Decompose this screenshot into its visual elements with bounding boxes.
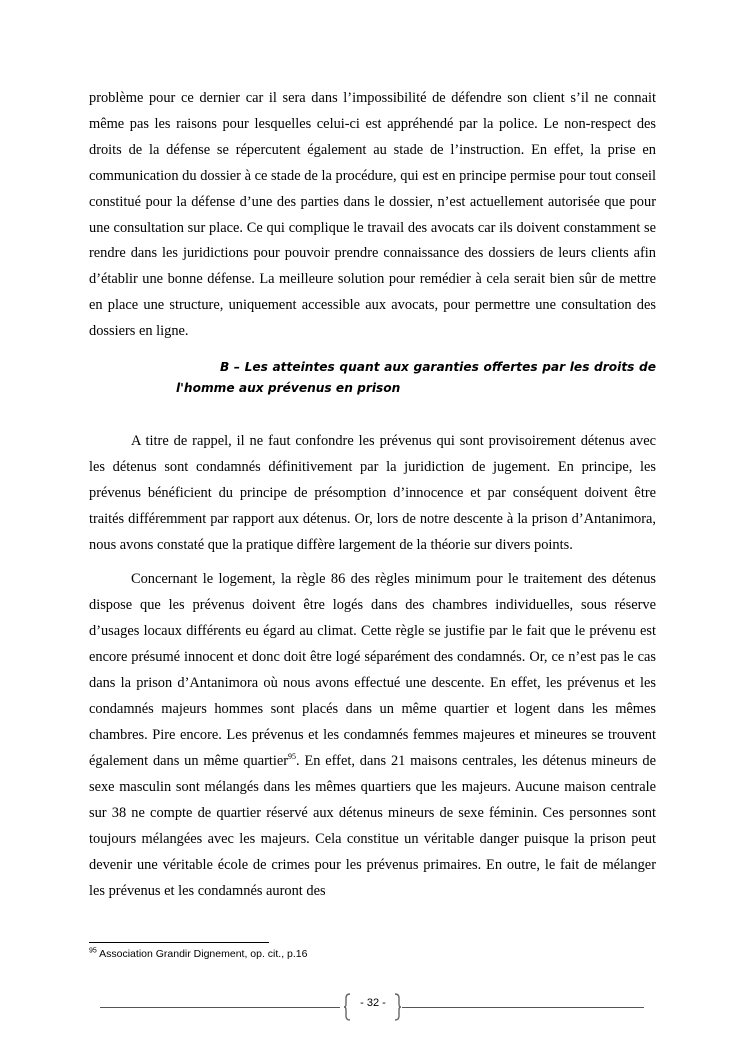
footer-rule-right [402, 1007, 644, 1008]
footnote-separator [89, 942, 269, 943]
section-heading-line-2: l'homme aux prévenus en prison [176, 381, 401, 395]
footnote-text: Association Grandir Dignement, op. cit., p.16 [96, 948, 308, 960]
section-heading [176, 357, 656, 399]
paragraph-logement-text-a: Concernant le logement, la règle 86 des règles minimum pour le traitement des détenus dispose que les prévenus doivent être logés dans des chambres individuelles, sous réserve d’usages locaux différents eu égard au climat. Cette règle se justifie par le fait que le prévenu est encore présumé innocent et donc doit être logé séparément des condamnés. Or, ce n’est pas le cas dans la prison d’Antanimora où nous avons effectué une descente. En effet, les prévenus et les condamnés majeurs hommes sont placés dans un même quartier et logent dans les mêmes chambres. Pire encore. Les prévenus et les condamnés femmes majeures et mineures se trouvent également dans un même quartier [89, 571, 656, 769]
section-heading-line-1: B – Les atteintes quant aux garanties offertes par les droits de [220, 360, 656, 374]
footnote-number: 95 [89, 947, 97, 955]
paragraph-rappel: A titre de rappel, il ne faut confondre les prévenus qui sont provisoirement détenus avec les détenus sont condamnés définitivement par la juridiction de jugement. En principe, les prévenus bénéficient du principe de présomption d’innocence et par conséquent doivent être traités différemment par rapport aux détenus. Or, lors de notre descente à la prison d’Antanimora, nous avons constaté que la pratique diffère largement de la théorie sur divers points. [89, 433, 656, 553]
footnote-reference[interactable]: 95 [288, 752, 297, 762]
body-paragraph-1 [89, 86, 656, 345]
paragraph-continuation: problème pour ce dernier car il sera dans l’impossibilité de défendre son client s’il ne connait même pas les raisons pour lesquelles celui-ci est appréhendé par la police. Le non-respect des droits de la défense se répercutent également au stade de l’instruction. En effet, la prise en communication du dossier à ce stade de la procédure, qui est en principe permise pour tout conseil constitué pour la défense d’une des parties dans le dossier, n’est actuellement autorisée que pour une consultation sur place. Ce qui complique le travail des avocats car ils doivent constamment se rendre dans les juridictions pour pouvoir prendre connaissance des dossiers de leurs clients afin d’établir une bonne défense. La meilleure solution pour remédier à cela serait bien sûr de mettre en place une structure, uniquement accessible aux avocats, pour permettre une consultation des dossiers en ligne. [89, 90, 656, 340]
paragraph-logement [89, 566, 656, 904]
page-number: - 32 - [360, 997, 386, 1009]
paragraph-logement-text-b: . En effet, dans 21 maisons centrales, les détenus mineurs de sexe masculin sont mélangés dans les mêmes quartiers que les majeurs. Aucune maison centrale sur 38 ne compte de quartier réservé aux détenus mineurs de sexe féminin. Ces personnes sont toujours mélangées avec les majeurs. Cela constitue un véritable danger puisque la prison peut devenir une véritable école de crimes pour les prévenus primaires. En outre, le fait de mélanger les prévenus et les condamnés auront des [89, 753, 656, 899]
section-body [89, 428, 656, 912]
footer-rule-left [100, 1007, 340, 1008]
footnote [89, 948, 308, 960]
